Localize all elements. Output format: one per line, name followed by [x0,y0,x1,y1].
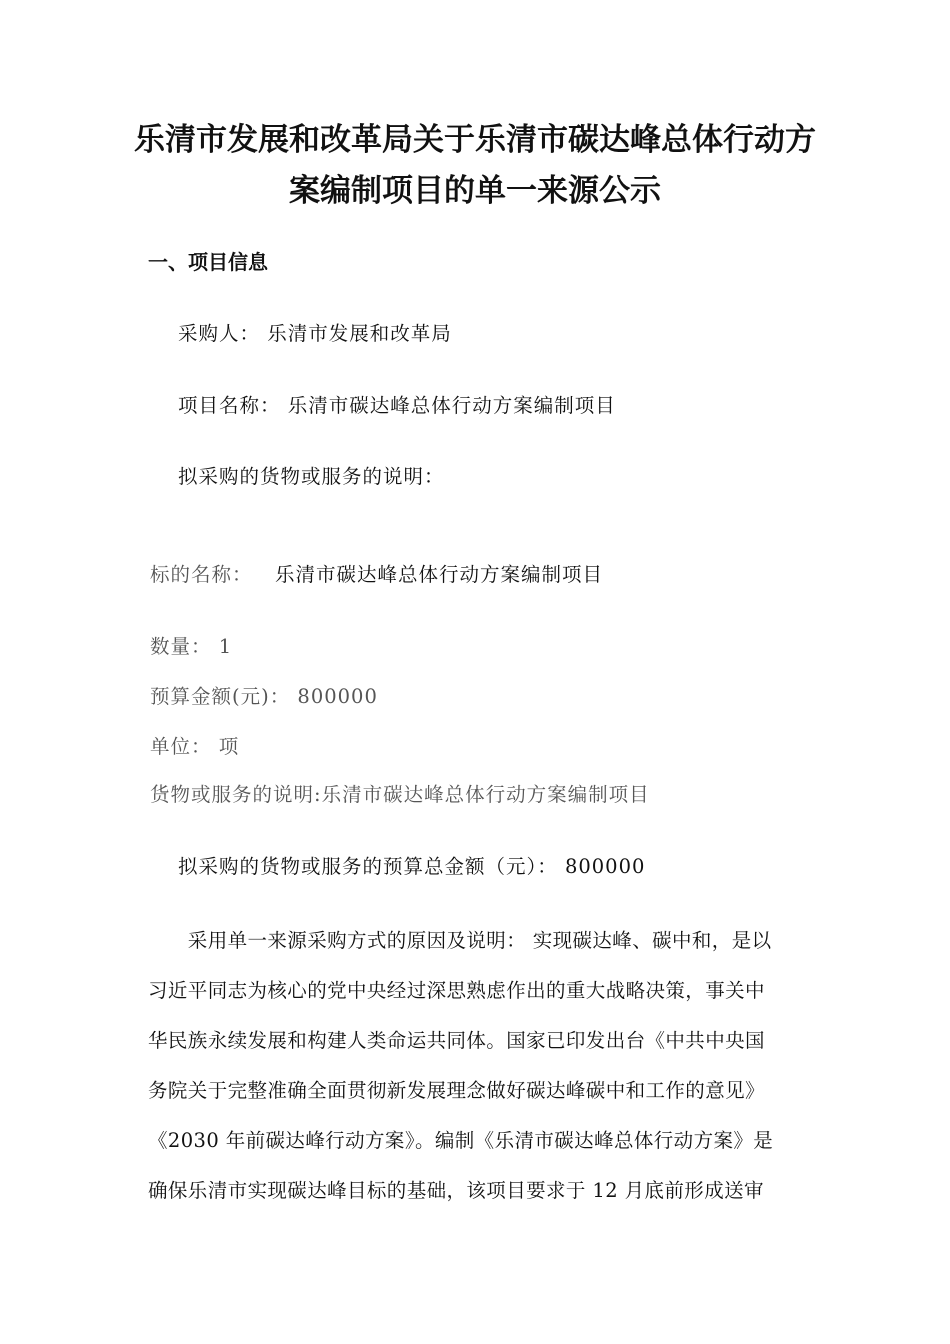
item-budget: 预算金额(元)： 800000 [150,685,378,708]
project-name-line: 项目名称： 乐清市碳达峰总体行动方案编制项目 [178,394,616,417]
reason-line: 确保乐清市实现碳达峰目标的基础，该项目要求于 12 月底前形成送审 [148,1179,764,1202]
reason-line: 采用单一来源采购方式的原因及说明： 实现碳达峰、碳中和，是以 [148,929,772,952]
item-name-value: 乐清市碳达峰总体行动方案编制项目 [275,563,604,586]
item-name-label: 标的名称： [150,563,253,586]
single-source-reason-paragraph [148,926,808,1226]
document-title-line-1: 乐清市发展和改革局关于乐清市碳达峰总体行动方 [134,122,816,158]
reason-line: 务院关于完整准确全面贯彻新发展理念做好碳达峰碳中和工作的意见》 [148,1079,765,1102]
item-quantity: 数量： 1 [150,635,233,658]
section-heading-project-info: 一、项目信息 [148,250,268,274]
reason-line: 习近平同志为核心的党中央经过深思熟虑作出的重大战略决策，事关中 [148,979,765,1002]
total-budget-line: 拟采购的货物或服务的预算总金额（元）： 800000 [178,855,646,878]
reason-line: 华民族永续发展和构建人类命运共同体。国家已印发出台《中共中央国 [148,1029,765,1052]
document-title-line-2: 案编制项目的单一来源公示 [289,173,661,209]
goods-description-heading: 拟采购的货物或服务的说明： [178,465,445,488]
reason-line: 《2030 年前碳达峰行动方案》。编制《乐清市碳达峰总体行动方案》是 [148,1129,774,1152]
item-unit: 单位： 项 [150,735,240,758]
item-description: 货物或服务的说明:乐清市碳达峰总体行动方案编制项目 [150,783,650,806]
purchaser-line: 采购人： 乐清市发展和改革局 [178,322,452,345]
